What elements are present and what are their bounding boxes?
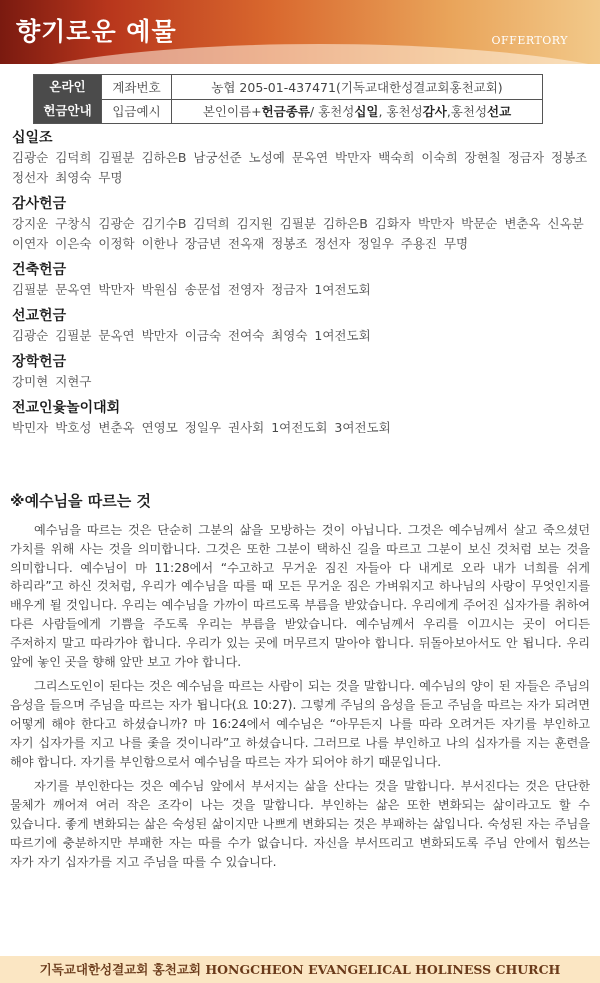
heading-line1: 온라인 — [49, 79, 86, 94]
example-offering-type: 헌금종류 — [261, 104, 310, 120]
deposit-example — [172, 99, 543, 124]
offering-list — [12, 128, 592, 444]
example-thanks: 감사 — [422, 104, 447, 120]
category-title: 십일조 — [12, 130, 53, 146]
category-names: 김광순 김필분 문옥연 박만자 이금숙 전여숙 최영숙 1여전도회 — [12, 328, 371, 343]
account-row — [34, 75, 543, 100]
category-names: 김필분 문옥연 박만자 박원심 송문섭 전영자 정금자 1여전도회 — [12, 282, 371, 297]
offering-category — [12, 398, 592, 438]
offering-category — [12, 352, 592, 392]
category-title: 장학헌금 — [12, 354, 67, 370]
church-footer: 기독교대한성결교회 홍천교회 HONGCHEON EVANGELICAL HOLINESS CHURCH — [0, 956, 600, 983]
offering-category — [12, 128, 592, 188]
example-sep2: ,홍천성 — [446, 104, 488, 120]
example-row — [34, 99, 543, 124]
example-label: 입금예시 — [102, 99, 172, 124]
example-mission: 선교 — [487, 104, 512, 120]
category-names: 강미현 지현구 — [12, 374, 92, 389]
online-offering-table — [33, 74, 543, 124]
example-tithe: 십일 — [354, 104, 379, 120]
article-paragraph: 예수님을 따르는 것은 단순히 그분의 삶을 모방하는 것이 아닙니다. 그것은 예수님께서 살고 죽으셨던 가치를 위해 사는 것을 의미합니다. 그것은 또한 그분이 택하신 길을 따르고 그분이 보신 것처럼 보는 것을 의미합니다. 예수님이 마 11:28에서 “수고하고 무거운 짐진 자들아 다 내게로 오라 내가 너희를 쉬게 하리라”고 하신 것처럼, 우리가 예수님을 따를 때 모든 무거운 짐은 가벼워지고 하나님의 사랑이 무엇인지를 배우게 될 것입니다. 우리는 예수님을 가까이 따르도록 부름을 받았습니다. 우리에게 주어진 십자가를 취하여 다른 사람들에게 기쁨을 주도록 우리는 부름을 받았습니다. 예수님께서 우리를 이끄시는 곳이 어디든 주저하지 말고 따라가야 합니다. 우리가 있는 곳에 머무르지 말아야 합니다. 뒤돌아보아서도 안 됩니다. 우리 앞에 놓인 곳을 향해 앞만 보고 가야 합니다. — [10, 523, 590, 669]
heading-line2: 헌금안내 — [43, 103, 92, 118]
example-prefix: 본인이름+ — [202, 104, 262, 120]
offering-category — [12, 260, 592, 300]
page-title: 향기로운 예물 — [16, 17, 177, 46]
category-title: 건축헌금 — [12, 262, 67, 278]
offering-category — [12, 306, 592, 346]
article-title: ※예수님을 따르는 것 — [10, 492, 151, 510]
offering-category — [12, 194, 592, 254]
online-offering-heading — [34, 75, 102, 124]
category-names: 박민자 박호성 변춘옥 연영모 정일우 권사회 1여전도회 3여전도회 — [12, 420, 391, 435]
example-mid: / 홍천성 — [309, 104, 355, 120]
account-number: 농협 205-01-437471(기독교대한성결교회홍천교회) — [172, 75, 543, 100]
offertory-header — [0, 0, 600, 64]
page-subtitle: OFFERTORY — [491, 34, 568, 47]
example-sep1: , 홍천성 — [378, 104, 423, 120]
category-title: 선교헌금 — [12, 308, 67, 324]
devotional-article — [10, 490, 590, 877]
category-title: 감사헌금 — [12, 196, 67, 212]
article-paragraph: 자기를 부인한다는 것은 예수님 앞에서 부서지는 삶을 산다는 것을 말합니다. 부서진다는 것은 단단한 물체가 깨어져 여러 작은 조각이 나는 것을 말합니다. 부인하는 삶은 또한 변화되는 삶이라고도 할 수 있습니다. 좋게 변화되는 삶은 숙성된 삶이지만 나쁘게 변화되는 것은 부패하는 삶입니다. 숙성된 자는 주님을 따르기에 충분하지만 부패한 자는 따를 수가 없습니다. 자신을 부서뜨리고 변화되도록 주님 안에서 힘쓰는 자가 자기 십자가를 지고 주님을 따를 수 있습니다. — [10, 779, 590, 869]
category-names: 강지운 구창식 김광순 김기수B 김덕희 김지원 김필분 김하은B 김화자 박만자 박문순 변춘옥 신옥분 이연자 이은숙 이정학 이한나 장금년 전옥재 정봉조 정선자 정일우 주용진 무명 — [12, 216, 584, 251]
account-label: 계좌번호 — [102, 75, 172, 100]
category-names: 김광순 김덕희 김필분 김하은B 남궁선준 노성예 문옥연 박만자 백숙희 이숙희 장현칠 정금자 정봉조 정선자 최영숙 무명 — [12, 150, 588, 185]
category-title: 전교인윷놀이대회 — [12, 400, 121, 416]
article-paragraph: 그리스도인이 된다는 것은 예수님을 따르는 사람이 되는 것을 말합니다. 예수님의 양이 된 자들은 주님의 음성을 들으며 주님을 따르는 자가 됩니다(요 10:27). 그렇게 주님의 음성을 듣고 주님을 따르는 자가 되려면 어떻게 해야 한다고 하셨습니까? 마 16:24에서 예수님은 “아무든지 나를 따라 오려거든 자기를 부인하고 자기 십자가를 지고 나를 좇을 것이니라”고 하셨습니다. 그러므로 나를 부인하고 나의 십자가를 지는 훈련을 해야 합니다. 자기를 부인함으로서 예수님을 따르는 자가 되어야 하기 때문입니다. — [10, 679, 590, 769]
